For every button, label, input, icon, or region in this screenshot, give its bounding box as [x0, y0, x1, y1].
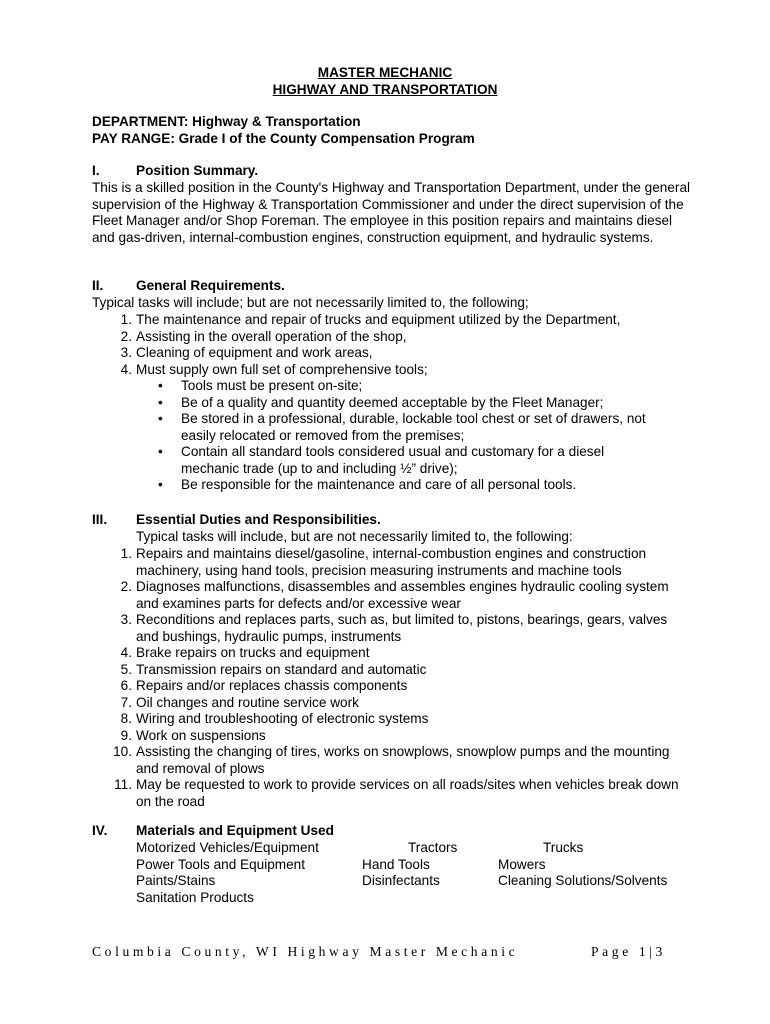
section-4-number: IV. — [92, 823, 108, 838]
materials-col-2 — [362, 840, 457, 890]
list-item: 9. Work on suspensions — [120, 727, 266, 743]
material-item: Tractors — [408, 840, 458, 855]
list-item: 11. May be requested to work to provide services on all roads/sites when vehicles break down on the road — [114, 777, 679, 809]
material-item: Mowers — [498, 856, 546, 872]
list-item: 3. Cleaning of equipment and work areas, — [120, 345, 373, 360]
pay-range-line: PAY RANGE: Grade I of the County Compensation Program — [92, 131, 475, 146]
section-2-intro: Typical tasks will include; but are not necessarily limited to, the following; — [92, 295, 529, 310]
title-line-2: HIGHWAY AND TRANSPORTATION — [272, 82, 498, 97]
section-1-heading: Position Summary. — [136, 163, 259, 178]
materials-col-3 — [498, 840, 667, 890]
list-item: 1. Repairs and maintains diesel/gasoline, internal-combustion engines and construction machinery, using hand tools, precision measuring instruments and machine tools — [120, 546, 647, 578]
list-item: 5. Transmission repairs on standard and automatic — [120, 661, 427, 677]
material-item: Cleaning Solutions/Solvents — [498, 873, 668, 888]
material-item: Trucks — [543, 840, 584, 855]
list-item: 8. Wiring and troubleshooting of electronic systems — [120, 711, 429, 726]
section-4-heading: Materials and Equipment Used — [136, 823, 334, 838]
section-3-number: III. — [92, 512, 108, 527]
footer-page-number: Page 1|3 — [591, 944, 666, 959]
material-item: Disinfectants — [362, 873, 440, 888]
section-1-text: This is a skilled position in the County's Highway and Transportation Department, under the general supervision of the Highway & Transportation Commissioner and under the direct supervision of the Fleet Manager and/or Shop Foreman. The employee in this position repairs and maintains diesel and gas-driven, internal-combustion engines, construction equipment, and hydraulic systems. — [92, 180, 691, 245]
bullet-item: • Be stored in a professional, durable, lockable tool chest or set of drawers, not easily relocated or removed from the premises; — [136, 411, 656, 444]
material-item: Power Tools and Equipment — [136, 856, 306, 872]
list-item: 3. Reconditions and replaces parts, such as, but limited to, pistons, bearings, gears, valves and bushings, hydraulic pumps, instruments — [120, 612, 668, 644]
bullet-item: • Be responsible for the maintenance and care of all personal tools. — [136, 477, 656, 494]
list-item: 2. Assisting in the overall operation of the shop, — [120, 328, 407, 344]
list-item: 4. Must supply own full set of comprehensive tools; • Tools must be present on-site; • Be of a quality and quantity deemed acceptable by the Fleet Manager; • Be stored in a professional, durable, lockable tool chest or set of drawers, not easily relocated or removed from the premises; • Contain all standard tools considered usual and customary for a diesel mechanic trade (up to and including ½” drive); • Be responsible for the maintenance and care of all personal tools. — [92, 362, 692, 494]
section-1-number: I. — [92, 163, 100, 178]
department-line: DEPARTMENT: Highway & Transportation — [92, 114, 361, 129]
section-2-heading: General Requirements. — [136, 278, 285, 293]
list-item: 7. Oil changes and routine service work — [120, 694, 359, 710]
tool-bullet-list — [136, 378, 656, 494]
material-item: Motorized Vehicles/Equipment — [136, 840, 319, 855]
list-item: 6. Repairs and/or replaces chassis components — [120, 678, 408, 693]
materials-col-1 — [136, 840, 319, 906]
material-item: Paints/Stains — [136, 873, 216, 888]
title-line-1: MASTER MECHANIC — [317, 65, 453, 80]
section-3-list — [92, 546, 692, 810]
list-item: 4. Brake repairs on trucks and equipment — [120, 645, 370, 660]
material-item: Sanitation Products — [136, 889, 254, 905]
list-item: 2. Diagnoses malfunctions, disassembles and assembles engines hydraulic cooling system and examines parts for defects and/or excessive wear — [120, 579, 669, 611]
bullet-item: • Contain all standard tools considered usual and customary for a diesel mechanic trade (up to and including ½” drive); — [136, 444, 656, 477]
list-item: 1. The maintenance and repair of trucks and equipment utilized by the Department, — [120, 312, 621, 327]
bullet-item: • Be of a quality and quantity deemed acceptable by the Fleet Manager; — [136, 395, 656, 412]
bullet-item: • Tools must be present on-site; — [136, 378, 656, 395]
footer-document-title: Columbia County, WI Highway Master Mechanic — [92, 944, 519, 959]
material-item: Hand Tools — [362, 856, 430, 872]
section-2-list — [92, 312, 692, 494]
section-3-intro: Typical tasks will include, but are not necessarily limited to, the following: — [136, 529, 573, 544]
section-3-heading: Essential Duties and Responsibilities. — [136, 512, 381, 527]
section-2-number: II. — [92, 278, 104, 293]
list-item: 10. Assisting the changing of tires, works on snowplows, snowplow pumps and the mounting and removal of plows — [113, 744, 670, 776]
